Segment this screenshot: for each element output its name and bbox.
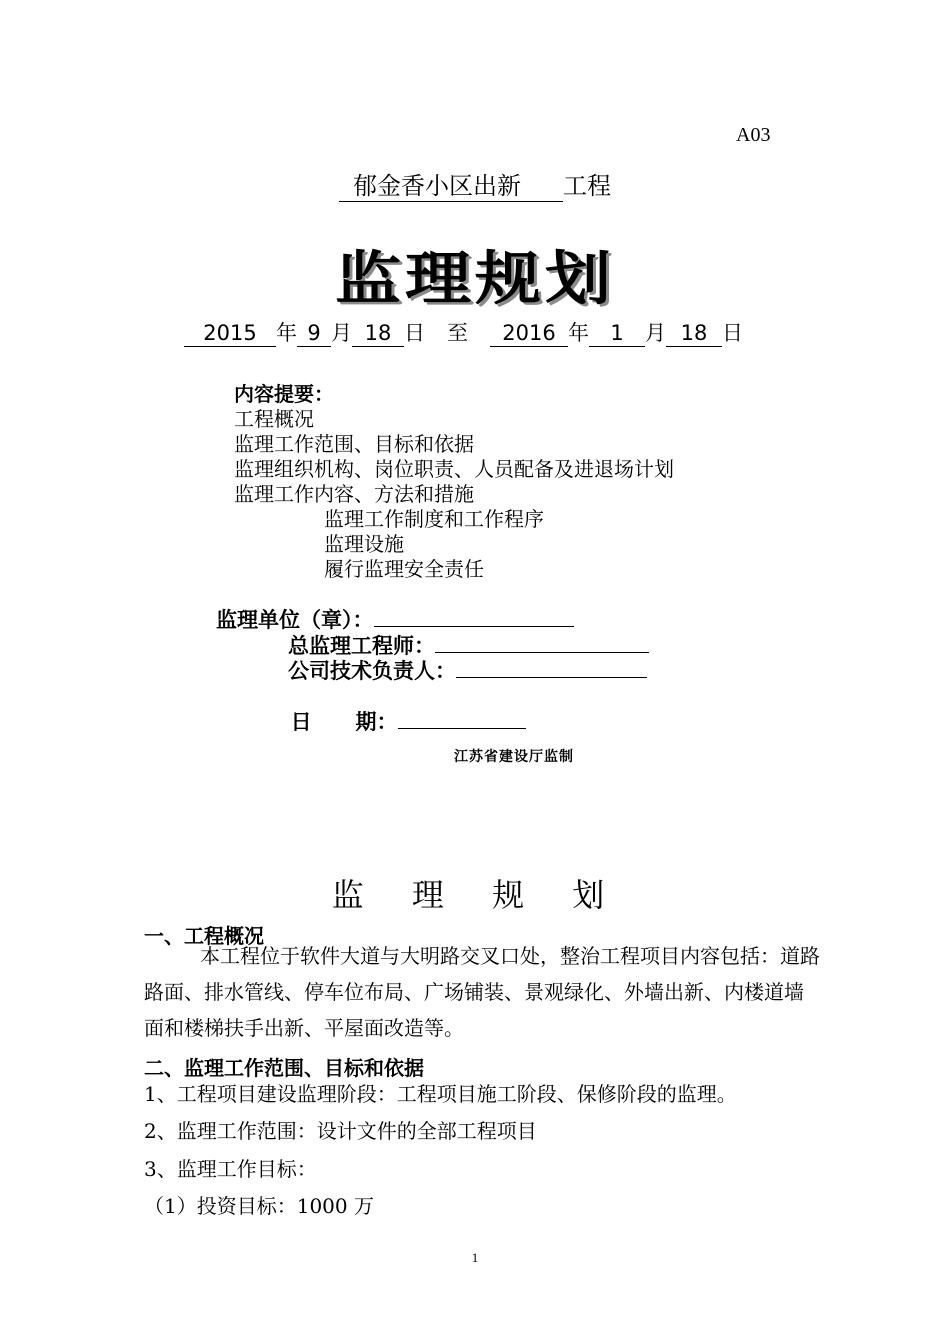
sign-chief-engineer [288, 632, 649, 659]
sign-date-line[interactable] [398, 708, 526, 729]
form-code: A03 [736, 124, 771, 146]
sign-tech-lead [288, 657, 647, 684]
contents-subitem: 监理设施 [324, 532, 404, 556]
month-label-2: 月 [645, 321, 666, 345]
section1-text: 本工程位于软件大道与大明路交叉口处，整治工程项目内容包括：道路路面、排水管线、停车位布局、广场铺装、景观绿化、外墙出新、内楼道墙面和楼梯扶手出新、平屋面改造等。 [144, 944, 820, 1040]
to-label: 至 [447, 321, 468, 345]
end-year: 2016 [490, 320, 568, 347]
start-day: 18 [352, 320, 404, 347]
section1-paragraph [144, 938, 820, 1046]
sign-unit [216, 606, 574, 633]
sign-unit-line[interactable] [374, 606, 574, 627]
list-item: 2、监理工作范围：设计文件的全部工程项目 [144, 1119, 537, 1143]
contents-item: 监理组织机构、岗位职责、人员配备及进退场计划 [234, 457, 674, 481]
sign-tech-lead-label: 公司技术负责人： [288, 659, 456, 683]
contents-subitem: 履行监理安全责任 [324, 557, 484, 581]
contents-item: 监理工作范围、目标和依据 [234, 432, 474, 456]
issuing-agency: 江苏省建设厅监制 [454, 749, 574, 765]
body-title: 监 理 规 划 [331, 876, 619, 914]
day-label: 日 [404, 321, 425, 345]
date-range [184, 320, 743, 347]
list-item: 3、监理工作目标： [144, 1157, 317, 1181]
page-number: 1 [471, 1250, 479, 1265]
year-label: 年 [276, 321, 297, 345]
list-item: 1、工程项目建设监理阶段：工程项目施工阶段、保修阶段的监理。 [144, 1082, 737, 1106]
sign-chief-engineer-line[interactable] [435, 632, 649, 653]
sign-date-label: 日 期： [290, 710, 398, 734]
sign-date [276, 683, 526, 735]
project-name: 郁金香小区出新 [339, 171, 563, 202]
project-title-line [0, 166, 950, 202]
contents-subitem: 监理工作制度和工作程序 [324, 507, 544, 531]
contents-heading: 内容提要： [234, 382, 334, 406]
month-label: 月 [331, 321, 352, 345]
section-heading: 一、工程概况 [144, 924, 264, 948]
contents-item: 工程概况 [234, 407, 314, 431]
section-heading: 二、监理工作范围、目标和依据 [144, 1056, 424, 1080]
project-suffix: 工程 [563, 172, 611, 200]
contents-item: 监理工作内容、方法和措施 [234, 482, 474, 506]
list-item: （1）投资目标：1000 万 [144, 1194, 374, 1218]
sign-chief-engineer-label: 总监理工程师： [288, 634, 435, 658]
main-title: 监理规划 [335, 244, 615, 313]
end-month: 1 [589, 320, 645, 347]
day-label-2: 日 [722, 321, 743, 345]
contents-summary [234, 382, 674, 582]
year-label-2: 年 [568, 321, 589, 345]
sign-tech-lead-line[interactable] [456, 657, 647, 678]
start-year: 2015 [184, 320, 276, 347]
end-day: 18 [666, 320, 722, 347]
sign-unit-label: 监理单位（章）： [216, 608, 374, 632]
start-month: 9 [297, 320, 331, 347]
